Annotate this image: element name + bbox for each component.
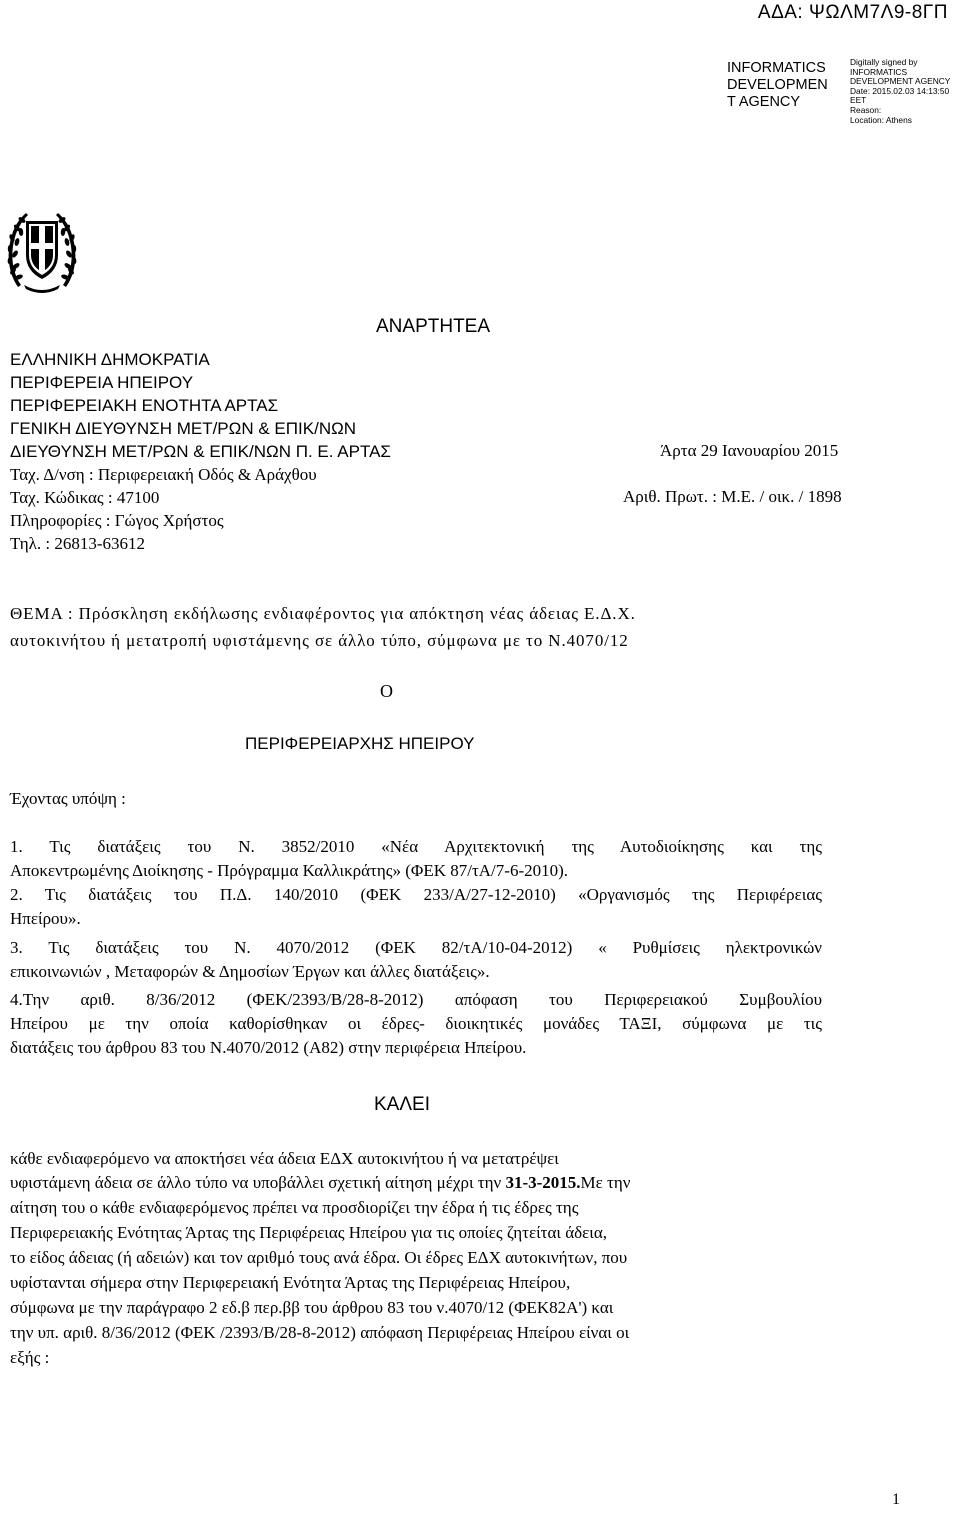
posting-notice: ΑΝΑΡΤΗΤΕΑ	[376, 316, 491, 337]
greek-coat-of-arms-icon	[4, 205, 80, 295]
considering-label: Έχοντας υπόψη :	[10, 789, 126, 808]
issuer-article: Ο	[380, 681, 393, 701]
list-item	[10, 835, 822, 883]
signature-detail-line: Reason:	[850, 104, 882, 115]
signature-detail-line: INFORMATICS	[850, 66, 908, 77]
signature-name-line: INFORMATICS	[727, 60, 826, 76]
signature-detail-line: DEVELOPMENT AGENCY	[850, 76, 951, 87]
subject-line: αυτοκινήτου ή μετατροπή υφιστάμενης σε άλλο τύπο, σύμφωνα με το Ν.4070/12	[10, 631, 629, 650]
signature-detail-line: EET	[850, 95, 867, 106]
list-item	[10, 936, 822, 984]
list-item-line: 3. Τις διατάξεις του Ν. 4070/2012 (ΦΕΚ 82/τΑ/10-04-2012) « Ρυθμίσεις ηλεκτρονικών	[10, 938, 822, 957]
header-line: ΕΛΛΗΝΙΚΗ ΔΗΜΟΚΡΑΤΙΑ	[10, 350, 210, 369]
body-line: υφίστανται σήμερα στην Περιφερειακή Ενότητα Άρτας της Περιφέρειας Ηπείρου,	[10, 1273, 571, 1292]
signature-name-line: DEVELOPMEN	[727, 77, 828, 93]
body-line: σύμφωνα με την παράγραφο 2 εδ.β περ.ββ του άρθρου 83 του ν.4070/12 (ΦΕΚ82Α') και	[10, 1298, 614, 1317]
header-line: Τηλ. : 26813-63612	[10, 534, 146, 553]
header-line: ΠΕΡΙΦΕΡΕΙΑ ΗΠΕΙΡΟΥ	[10, 373, 194, 392]
header-line: Ταχ. Δ/νση : Περιφερειακή Οδός & Αράχθου	[10, 465, 317, 484]
protocol-number: Αριθ. Πρωτ. : Μ.Ε. / οικ. / 1898	[623, 487, 842, 506]
body-line: αίτηση του ο κάθε ενδιαφερόμενος πρέπει να προσδιορίζει την έδρα ή τις έδρες της	[10, 1198, 579, 1217]
body-text: υφιστάμενη άδεια σε άλλο τύπο να υποβάλλει σχετική αίτηση μέχρι την	[10, 1173, 506, 1192]
header-line: ΠΕΡΙΦΕΡΕΙΑΚΗ ΕΝΟΤΗΤΑ ΑΡΤΑΣ	[10, 396, 279, 415]
list-item-line: επικοινωνιών , Μεταφορών & Δημοσίων Έργων και άλλες διατάξεις».	[10, 962, 490, 981]
signature-name	[727, 60, 845, 111]
calls-heading: ΚΑΛΕΙ	[374, 1094, 430, 1115]
body-line: το είδος άδειας (ή αδειών) και τον αριθμό τους ανά έδρα. Οι έδρες ΕΔΧ αυτοκινήτων, που	[10, 1248, 628, 1267]
issuer-title: ΠΕΡΙΦΕΡΕΙΑΡΧΗΣ ΗΠΕΙΡΟΥ	[245, 734, 475, 753]
header-line: ΓΕΝΙΚΗ ΔΙΕΥΘΥΝΣΗ ΜΕΤ/ΡΩΝ & ΕΠΙΚ/ΝΩΝ	[10, 419, 357, 438]
list-item-line: 2. Τις διατάξεις του Π.Δ. 140/2010 (ΦΕΚ 233/Α/27-12-2010) «Οργανισμός της Περιφέρειας	[10, 885, 822, 904]
body-text: Με την	[580, 1173, 631, 1192]
body-line: εξής :	[10, 1348, 50, 1367]
deadline-date: 31-3-2015.	[505, 1173, 581, 1192]
header-line: Ταχ. Κώδικας : 47100	[10, 488, 160, 507]
subject-line: ΘΕΜΑ : Πρόσκληση εκδήλωσης ενδιαφέροντος για απόκτηση νέας άδειας Ε.Δ.Χ.	[10, 604, 636, 623]
page-number: 1	[892, 1491, 900, 1508]
list-item-line: Αποκεντρωμένης Διοίκησης - Πρόγραμμα Καλλικράτης» (ΦΕΚ 87/τΑ/7-6-2010).	[10, 861, 569, 880]
body-line: Περιφερειακής Ενότητας Άρτας της Περιφέρειας Ηπείρου για τις οποίες ζητείται άδεια,	[10, 1223, 608, 1242]
signature-detail-line: Date: 2015.02.03 14:13:50	[850, 85, 950, 96]
body-line	[10, 1171, 630, 1195]
signature-name-line: T AGENCY	[727, 94, 801, 110]
list-item	[10, 988, 822, 1060]
ada-code: ΑΔΑ: ΨΩΛΜ7Λ9-8ΓΠ	[757, 2, 948, 23]
body-line: την υπ. αριθ. 8/36/2012 (ΦΕΚ /2393/Β/28-8-2012) απόφαση Περιφέρειας Ηπείρου είναι οι	[10, 1323, 630, 1342]
header-line: ΔΙΕΥΘΥΝΣΗ ΜΕΤ/ΡΩΝ & ΕΠΙΚ/ΝΩΝ Π. Ε. ΑΡΤΑΣ	[10, 442, 391, 461]
body-line: κάθε ενδιαφερόμενο να αποκτήσει νέα άδεια ΕΔΧ αυτοκινήτου ή να μετατρέψει	[10, 1149, 559, 1168]
list-item-line: 4.Την αριθ. 8/36/2012 (ΦΕΚ/2393/Β/28-8-2012) απόφαση του Περιφερειακού Συμβουλίου	[10, 990, 822, 1009]
list-item-line: Ηπείρου».	[10, 909, 81, 928]
header-line: Πληροφορίες : Γώγος Χρήστος	[10, 511, 224, 530]
list-item-line: Ηπείρου με την οποία καθορίσθηκαν οι έδρες- διοικητικές μονάδες ΤΑΞΙ, σύμφωνα με τις	[10, 1014, 822, 1033]
list-item-line: 1. Τις διατάξεις του Ν. 3852/2010 «Νέα Αρχιτεκτονική της Αυτοδιοίκησης και της	[10, 837, 822, 856]
list-item-line: διατάξεις του άρθρου 83 του Ν.4070/2012 (Α82) στην περιφέρεια Ηπείρου.	[10, 1038, 527, 1057]
signature-detail-line: Digitally signed by	[850, 57, 918, 67]
signature-details	[850, 58, 960, 125]
document-date: Άρτα 29 Ιανουαρίου 2015	[660, 441, 839, 460]
list-item	[10, 883, 822, 931]
signature-detail-line: Location: Athens	[850, 114, 912, 125]
